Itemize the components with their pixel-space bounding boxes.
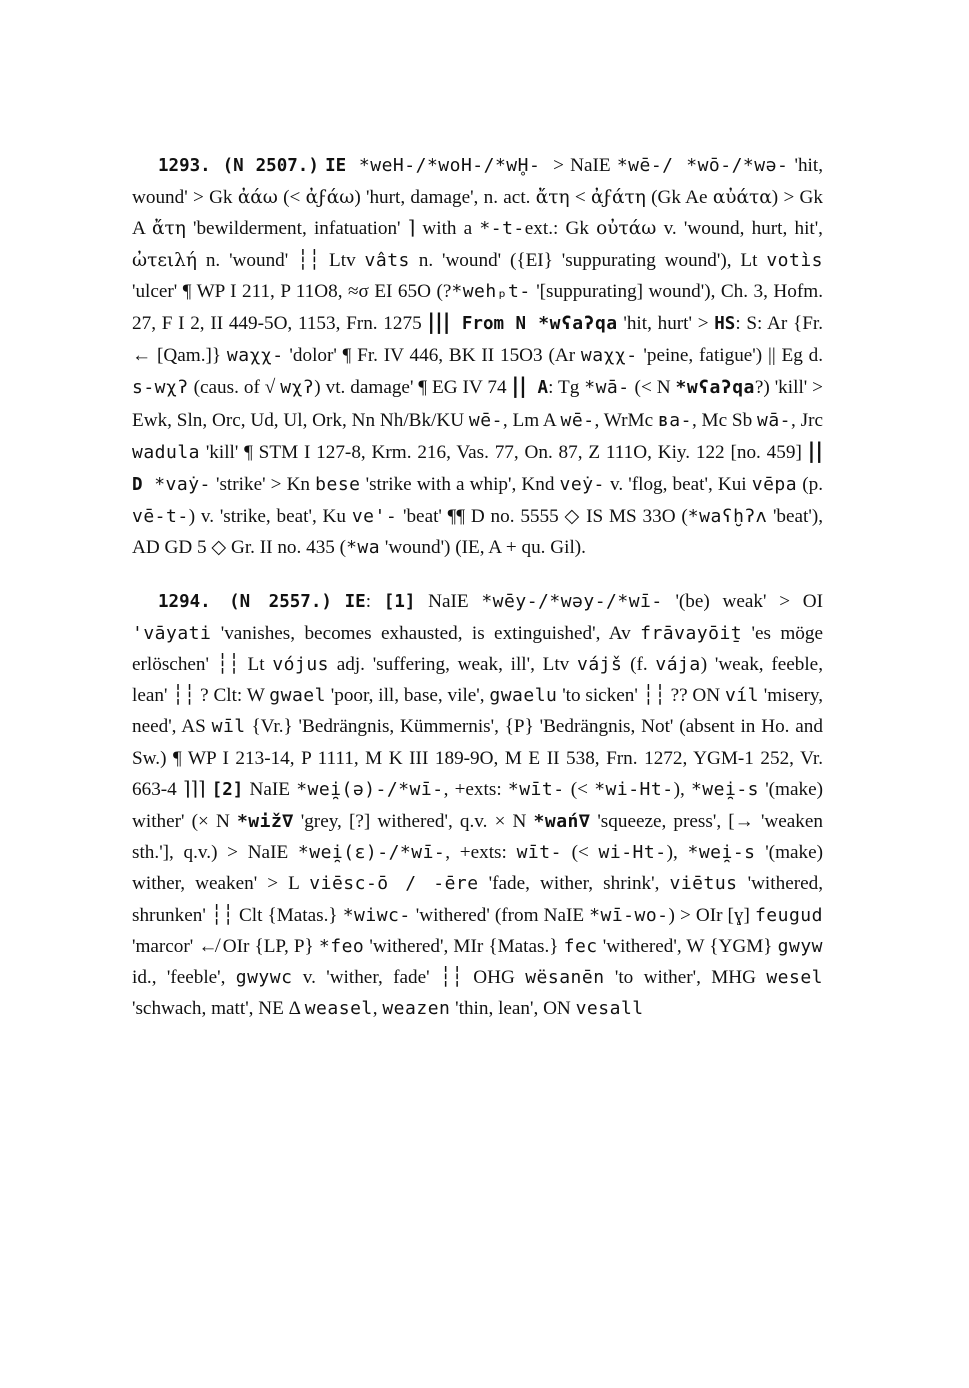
entry-text: (< N [629, 377, 676, 399]
transcription: wē- [560, 409, 595, 431]
entry-text: 'wound') (IE, A + qu. Gil). [380, 537, 586, 559]
entry-text: 'strike' > Kn [210, 474, 316, 496]
transcription: veẏ- [559, 474, 605, 496]
transcription: wā- [757, 409, 792, 431]
entry-text: {Vr.} 'Bedrängnis, Kümmernis', {P} 'Bedrängnis, Not' (absent in Ho. and Sw.) ¶ WP I 213-14, P 1111, M K III 189-9O, M E II 538, Frn. 1272, YGM-1 252, Vr. 663-4 ⌉⌉⌉ [132, 716, 823, 800]
separator: || [511, 374, 527, 399]
entry-text: n. 'wound' ┆┆ Ltv [196, 249, 365, 271]
entry-text: 'vanishes, becomes exhausted, is extinguished', Av [211, 622, 641, 644]
transcription: gwywc [235, 967, 293, 989]
entry-text: 'withered', MIr {Matas.} [364, 935, 564, 957]
transcription: *wiž∇ [236, 811, 294, 833]
entry-text: , +exts: [443, 778, 508, 800]
transcription: *wei̯(ɛ)-/*wī- [297, 842, 446, 864]
entry-text: 'beat'), AD GD 5 ◇ Gr. II no. 435 ( [132, 506, 824, 559]
entry-text: 'to wither', MHG [604, 967, 767, 989]
entry-text: 'peine, fatigue') || Eg d. [637, 345, 824, 367]
entry-text: ), [666, 842, 688, 864]
section-label: IE [325, 156, 347, 176]
transcription: vēpa [751, 474, 798, 496]
transcription: wesel [766, 967, 823, 989]
entry-text: 'marcor' ↚ OIr {LP, P} [132, 935, 319, 957]
greek-form: ἀϝάτη [590, 187, 646, 209]
transcription: s-wχʔ [132, 377, 189, 399]
section-label: [2] [211, 779, 244, 800]
transcription: wīl [211, 716, 246, 738]
transcription: wχʔ [280, 377, 315, 399]
section-label: [1] [383, 591, 416, 612]
separator: || [807, 438, 823, 463]
transcription: vája [655, 654, 701, 676]
entry-text: (< [561, 842, 599, 864]
transcription: frāvayōiṯ [640, 622, 743, 644]
entry-text: : [365, 590, 384, 612]
entry-text: 'dolor' ¶ Fr. IV 446, BK II 15O3 (Ar [283, 345, 581, 367]
entry-text: ext.: Gk [524, 218, 597, 240]
transcription: *weH-/*woH-/*wH̥- [346, 155, 554, 176]
transcription: *wei̯-s [690, 778, 759, 800]
entry-text: 'withered' (from NaIE [410, 904, 590, 926]
entry-text: 'kill' ¶ STM I 127-8, Krm. 216, Vas. 77, On. 87, Z 111O, Kiy. 122 [no. 459] [200, 441, 808, 463]
entry-text: NaIE [415, 590, 482, 612]
transcription: vâts [364, 249, 410, 271]
entry-text: 'withered', W {YGM} [597, 935, 778, 957]
entry-text: , Mc Sb [691, 409, 757, 431]
transcription: fec [563, 935, 598, 957]
entry-text: 'fade, wither, shrink', [478, 873, 670, 895]
transcription: *wēy-/*wəy-/*wī- [481, 590, 663, 612]
entry-text: (< [564, 778, 595, 800]
entry-text: (< [277, 187, 306, 209]
entry-text: < [569, 187, 591, 209]
entry-text: ), [673, 778, 691, 800]
transcription: weasel [304, 998, 373, 1020]
greek-form: ἀϝάω [305, 187, 355, 209]
entry-text: n. 'wound' ({EI} 'suppurating wound'), Lt [409, 249, 767, 271]
entry-number: 1294. (N 2557.) [158, 591, 332, 612]
entry-text: 'es möge erlöschen' ┆┆ Lt [132, 622, 823, 676]
greek-form: ἀάω [237, 187, 278, 209]
entry-text: '(be) weak' > OI [662, 590, 824, 612]
entry-text: '(make) wither' (× N [132, 778, 824, 833]
transcription: wē- [468, 409, 503, 431]
transcription: *wehₚt- [451, 280, 531, 302]
transcription: bese [315, 474, 361, 496]
entry-text: (caus. of √ [188, 377, 281, 399]
transcription: waχχ- [226, 345, 284, 367]
entry-text: 'to sicken' ┆┆ ?? ON [557, 685, 725, 707]
transcription: votìs [766, 249, 823, 271]
entry-number: 1293. (N 2507.) [158, 156, 319, 176]
transcription: *wa [346, 537, 381, 559]
entry-text: 'bewilderment, infatuation' ⌉ with a [185, 218, 480, 240]
transcription: ʙa- [657, 409, 692, 431]
transcription: *wīt- [507, 778, 565, 800]
transcription: *-t- [479, 218, 525, 240]
transcription: *feo [318, 935, 365, 957]
entry-text: , Lm A [502, 409, 561, 431]
greek-form: ἄτη [535, 187, 570, 209]
entry-text: ) > Gk A [132, 187, 824, 240]
transcription: waχχ- [580, 345, 638, 367]
entry-body [132, 591, 823, 1020]
transcription: víl [724, 685, 759, 707]
transcription: weazen [382, 998, 451, 1020]
transcription: wësanēn [525, 967, 605, 989]
transcription: vájš [576, 654, 623, 676]
entry-text: v. 'flog, beat', Kui [604, 474, 752, 496]
entry-1294 [132, 586, 823, 1025]
entry-text: 'poor, ill, base, vile', [325, 685, 490, 707]
entry-text: 'misery, need', AS [132, 685, 823, 738]
transcription: feugud [754, 904, 823, 926]
transcription: *wē-/ *wō-/*wə- [616, 155, 789, 176]
entry-text: 'hit, wound' > Gk [132, 155, 824, 209]
entry-text: NaIE [243, 778, 297, 800]
transcription: wīt- [516, 842, 562, 864]
entry-text: ?) 'kill' > Ewk, Sln, Orc, Ud, Ul, Ork, Nn Nh/Bk/KU [132, 377, 823, 431]
entry-text: (Gk Ae [645, 187, 713, 209]
transcription: *wʕaʔqa [675, 377, 755, 399]
entry-text: id., 'feeble', [132, 967, 236, 989]
entry-text: 'squeeze, press', [→ 'weaken sth.'], q.v.) > NaIE [132, 811, 824, 864]
entry-text: 'withered, shrunken' ┆┆ Clt {Matas.} [132, 873, 824, 926]
entry-text: v. 'wound, hurt, hit', [656, 218, 823, 240]
transcription: ve'- [351, 506, 398, 528]
transcription: vesall [575, 998, 644, 1020]
entry-text: > NaIE [553, 155, 617, 176]
entry-text: adj. 'suffering, weak, ill', Ltv [329, 654, 577, 676]
entry-text: 'thin, lean', ON [450, 998, 576, 1020]
entry-text: 'beat' ¶¶ D no. 5555 ◇ IS MS 33O ( [397, 506, 688, 528]
entry-text: , [372, 998, 383, 1020]
transcription: *wā- [584, 377, 630, 399]
entry-text: ) 'hurt, damage', n. act. [354, 187, 536, 209]
entry-text: (p. [797, 474, 823, 496]
entry-text: v. 'wither, fade' ┆┆ OHG [292, 967, 526, 989]
transcription: vójus [272, 654, 330, 676]
transcription: *vaẏ- [142, 474, 211, 496]
transcription: *wei̯(ə)-/*wī- [296, 778, 444, 800]
entry-text: 'ulcer' ¶ WP I 211, P 11O8, ≈σ EI 65O (? [132, 280, 452, 302]
transcription: wadula [132, 441, 201, 463]
entry-text: 'hit, hurt' > [617, 313, 715, 335]
section-label: From N [450, 314, 527, 335]
entry-1293 [132, 150, 823, 564]
transcription: viētus [669, 873, 738, 895]
section-label: IE [344, 591, 366, 612]
greek-form: ἄτη [152, 218, 186, 240]
transcription: *wʕaʔqa [526, 313, 618, 335]
section-label: A [526, 378, 549, 399]
transcription: *wiwc- [342, 904, 411, 926]
transcription: viēsc-ō / -ēre [309, 873, 479, 895]
transcription: gwaelu [489, 685, 558, 707]
separator: ||| [427, 310, 451, 335]
entry-text: ) 'weak, feeble, lean' ┆┆ ? Clt: W [132, 654, 823, 707]
transcription: wi-Ht- [598, 842, 667, 864]
transcription: *wī-wo- [589, 904, 669, 926]
transcription: 'vāyati [132, 622, 212, 644]
entry-text: : Tg [548, 377, 585, 399]
greek-form: ὠτειλή [132, 249, 197, 271]
transcription: gwyw [777, 935, 824, 957]
entry-body [132, 155, 823, 558]
entry-text: (f. [622, 654, 656, 676]
dictionary-page [132, 150, 823, 1046]
greek-form: οὐτάω [596, 218, 657, 240]
section-label: D [132, 475, 143, 496]
transcription: *wań∇ [533, 811, 591, 833]
entry-text: ) vt. damage' ¶ EG IV 74 [314, 377, 512, 399]
transcription: gwael [269, 685, 326, 707]
entry-text: 'strike with a whip', Knd [360, 474, 560, 496]
entry-text: , Jrc [791, 409, 823, 431]
transcription: *waʕḫʔʌ [687, 506, 768, 528]
entry-text: ) > OIr [ɣ] [668, 904, 755, 926]
section-label: HS [714, 314, 736, 335]
transcription: vē-t- [132, 506, 189, 528]
entry-text: ) v. 'strike, beat', Ku [188, 506, 352, 528]
entry-text: '(make) wither, weaken' > L [132, 842, 824, 895]
entry-text: 'schwach, matt', NE Δ [132, 998, 305, 1020]
greek-form: αὐάτα [712, 187, 772, 209]
entry-text: , +exts: [445, 842, 517, 864]
entry-text: '[suppurating] wound'), Ch. 3, Hofm. 27, F I 2, II 449-5O, 1153, Frn. 1275 [132, 280, 823, 335]
entry-text: 'grey, [?] withered', q.v. × N [293, 811, 534, 833]
transcription: *wi-Ht- [594, 778, 674, 800]
entry-text: , WrMc [594, 409, 658, 431]
transcription: *wei̯-s [687, 842, 756, 864]
entry-text: : S: Ar {Fr. ← [Qam.]} [132, 313, 823, 367]
